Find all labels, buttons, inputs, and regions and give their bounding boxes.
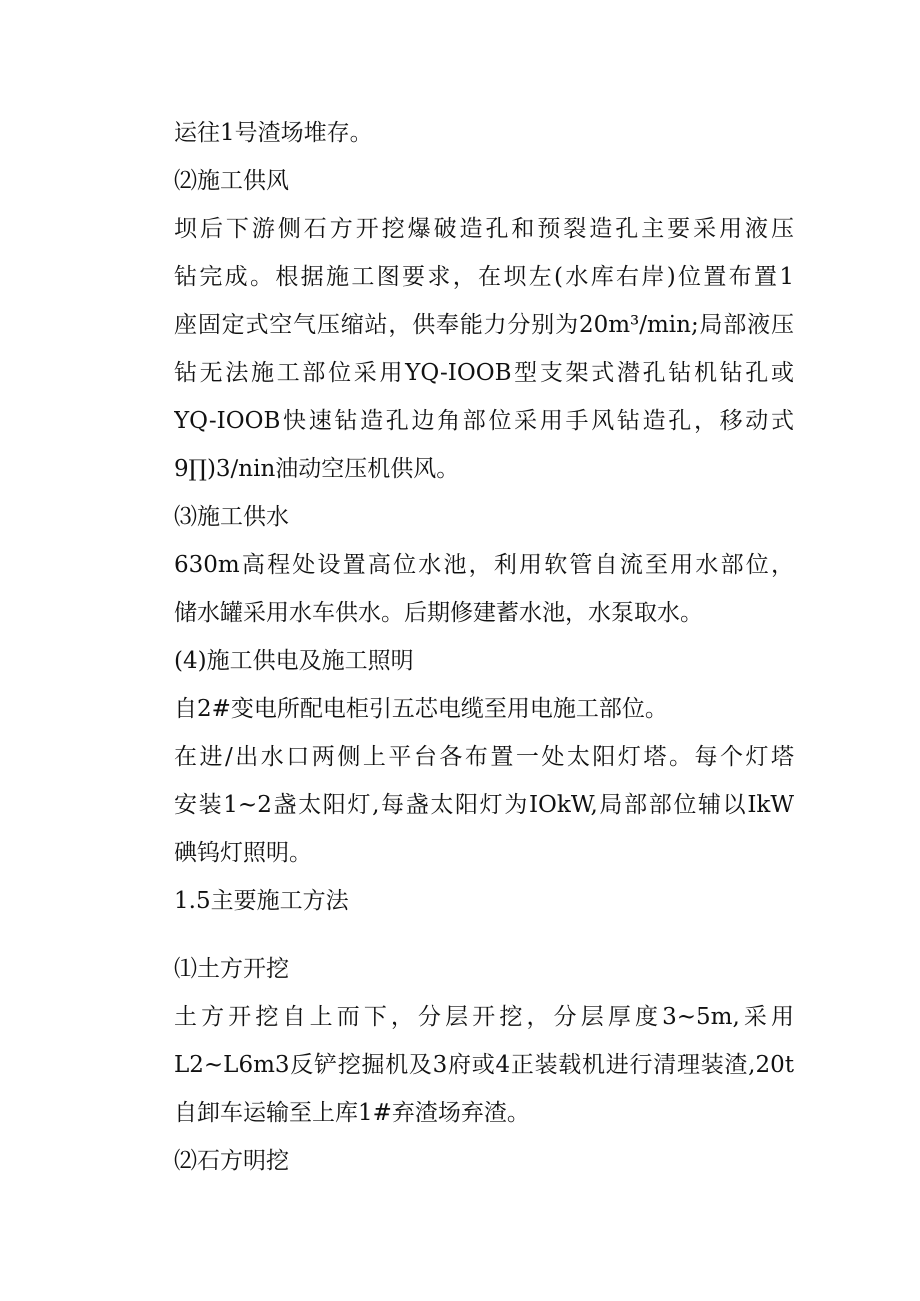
paragraph-text: 储水罐采用水车供水。后期修建蓄水池，水泵取水。 xyxy=(174,600,703,626)
paragraph-text: 钻完成。根据施工图要求，在坝左(水库右岸)位置布置1 xyxy=(174,264,794,290)
paragraph-text: 630m高程处设置高位水池，利用软管自流至用水部位， xyxy=(174,552,794,578)
section-heading: ⑵石方明挖 xyxy=(174,1148,289,1174)
paragraph-text: 座固定式空气压缩站，供奉能力分别为20m³/min;局部液压 xyxy=(174,312,794,338)
paragraph-text: 土方开挖自上而下，分层开挖，分层厚度3~5m,采用 xyxy=(174,1004,794,1030)
paragraph-text: L2~L6m3反铲挖掘机及3府或4正装载机进行清理装渣,20t xyxy=(174,1052,794,1078)
paragraph-text: 钻无法施工部位采用YQ-IOOB型支架式潜孔钻机钻孔或 xyxy=(174,360,794,386)
paragraph-text: 在进/出水口两侧上平台各布置一处太阳灯塔。每个灯塔 xyxy=(174,744,794,770)
paragraph-text: 坝后下游侧石方开挖爆破造孔和预裂造孔主要采用液压 xyxy=(174,216,794,242)
section-heading: (4)施工供电及施工照明 xyxy=(174,648,414,674)
paragraph-text: YQ-IOOB快速钻造孔边角部位采用手风钻造孔，移动式 xyxy=(174,408,794,434)
section-heading: ⑵施工供风 xyxy=(174,168,289,194)
section-heading: ⑴土方开挖 xyxy=(174,956,289,982)
paragraph-text: 自2#变电所配电柜引五芯电缆至用电施工部位。 xyxy=(174,696,668,722)
paragraph-text: 碘钨灯照明。 xyxy=(174,840,312,866)
paragraph-text: 运往1号渣场堆存。 xyxy=(174,120,373,146)
section-heading: 1.5主要施工方法 xyxy=(174,888,349,914)
paragraph-text: 9∏)3∕nin油动空压机供风。 xyxy=(174,456,460,482)
paragraph-text: 自卸车运输至上库1#弃渣场弃渣。 xyxy=(174,1100,530,1126)
paragraph-text: 安装1~2盏太阳灯,每盏太阳灯为IOkW,局部部位辅以IkW xyxy=(174,792,794,818)
section-heading: ⑶施工供水 xyxy=(174,504,289,530)
